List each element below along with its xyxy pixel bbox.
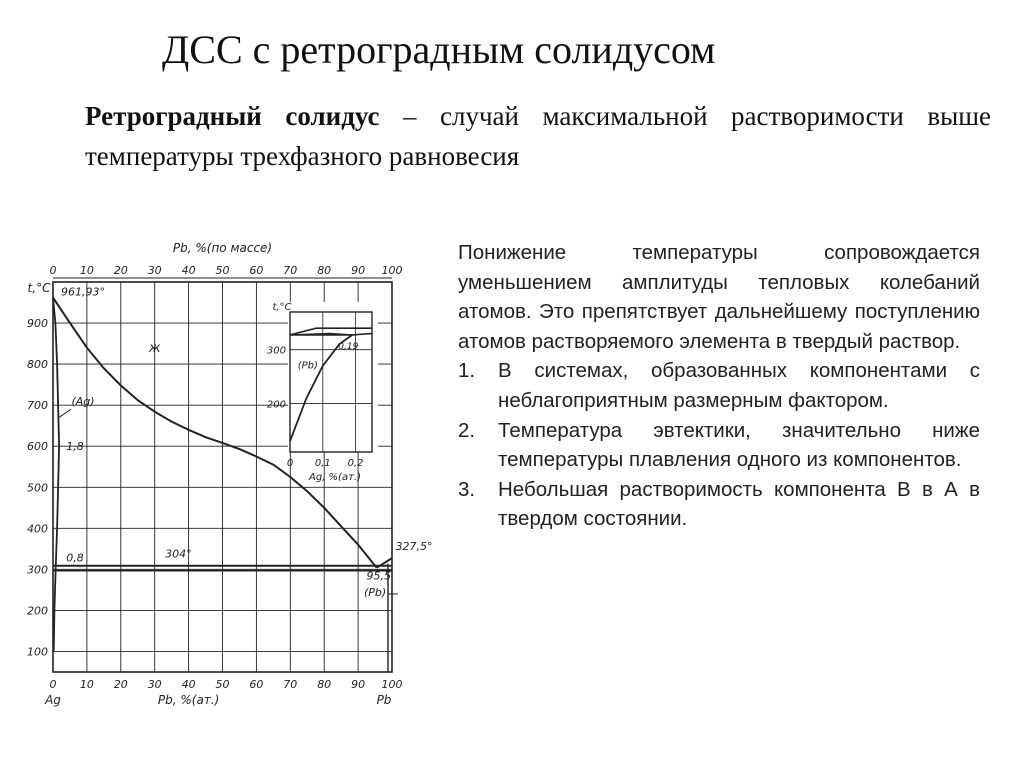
conditions-list <box>458 356 980 534</box>
ag-solidus-curve <box>53 298 59 568</box>
liquid-region-label: ж <box>148 340 161 356</box>
explanation-block <box>458 238 980 534</box>
top-tick-label: 90 <box>351 264 366 277</box>
ag-phase-arrow <box>59 409 71 417</box>
top-tick-label: 20 <box>113 264 128 277</box>
top-tick-label: 60 <box>249 264 264 277</box>
intro-term: Ретроградный солидус <box>85 101 380 131</box>
y-tick-label: 800 <box>27 358 48 372</box>
inset-x-tick-label: 0,2 <box>347 458 364 469</box>
y-tick-label: 200 <box>27 604 48 618</box>
inset-x-axis-title: Ag, %(ат.) <box>309 472 361 483</box>
list-number: 1. <box>458 359 476 383</box>
ag-solvus-curve <box>54 568 56 652</box>
y-tick-label: 100 <box>27 645 48 659</box>
y-tick-label: 900 <box>27 317 48 331</box>
inset-x-tick-label: 0 <box>286 458 294 469</box>
list-text: В системах, образованных компонентами с неблагоприятным размерным фактором. <box>498 359 980 412</box>
top-tick-label: 50 <box>215 264 230 277</box>
x-tick-label: 0 <box>49 678 57 691</box>
x-tick-label: 40 <box>181 678 196 691</box>
x-tick-label: 90 <box>351 678 366 691</box>
x-tick-label: 60 <box>249 678 264 691</box>
ag-melting-label: 961,93° <box>61 285 105 299</box>
bottom-axis-title: Pb, %(ат.) <box>157 693 220 707</box>
top-tick-label: 40 <box>181 264 196 277</box>
top-axis-title: Pb, %(по массе) <box>172 241 273 255</box>
eutectic-composition-label: 95,5 <box>366 569 391 583</box>
inset-chart <box>267 302 378 483</box>
explanation-paragraph: Понижение температуры сопровождается уменьшением амплитуды тепловых колебаний атомов. Это препятствует дальнейшему поступлению атомов растворяемого элемента в твердый раствор. <box>458 241 980 353</box>
top-tick-label: 30 <box>147 264 162 277</box>
list-item <box>458 356 980 415</box>
x-tick-label: 20 <box>113 678 128 691</box>
inset-point-label: 0,19 <box>338 341 359 352</box>
top-tick-label: 10 <box>79 264 94 277</box>
x-tick-label: 70 <box>283 678 298 691</box>
x-tick-label: 10 <box>79 678 94 691</box>
page-title: ДСС с ретроградным солидусом <box>162 27 716 72</box>
list-item <box>458 475 980 534</box>
right-component-label: Pb <box>376 693 392 707</box>
inset-background <box>288 302 378 452</box>
solubility-max-label: 1,8 <box>66 440 84 454</box>
list-number: 3. <box>458 477 476 501</box>
pb-melting-label: 327,5° <box>395 540 433 554</box>
x-tick-label: 30 <box>147 678 162 691</box>
y-tick-label: 600 <box>27 440 48 454</box>
y-axis-title: t,°C <box>27 281 51 295</box>
pb-phase-label: (Pb) <box>363 586 387 600</box>
top-tick-label: 70 <box>283 264 298 277</box>
top-tick-label: 100 <box>381 264 403 277</box>
list-item <box>458 416 980 475</box>
inset-phase-label: (Pb) <box>297 360 318 372</box>
top-tick-label: 0 <box>49 264 57 277</box>
x-tick-label: 100 <box>381 678 403 691</box>
top-tick-label: 80 <box>317 264 332 277</box>
y-tick-label: 300 <box>27 563 48 577</box>
y-tick-label: 700 <box>27 399 48 413</box>
list-number: 2. <box>458 418 476 442</box>
x-tick-label: 80 <box>317 678 332 691</box>
ag-phase-label: (Ag) <box>71 395 95 409</box>
inset-y-axis-title: t,°C <box>272 302 292 313</box>
list-text: Температура эвтектики, значительно ниже температуры плавления одного из компонентов. <box>498 418 980 472</box>
solubility-eutectic-label: 0,8 <box>66 551 84 565</box>
intro-definition: – случай максимальной растворимости выше температуры трехфазного равновесия <box>85 101 991 171</box>
eutectic-temp-label: 304° <box>165 547 192 561</box>
left-component-label: Ag <box>45 693 61 707</box>
inset-y-tick-label: 300 <box>266 345 286 357</box>
y-tick-label: 500 <box>27 481 48 495</box>
x-tick-label: 50 <box>215 678 230 691</box>
list-text: Небольшая растворимость компонента В в А в твердом состоянии. <box>498 477 980 531</box>
inset-y-tick-label: 200 <box>266 399 286 411</box>
inset-x-tick-label: 0,1 <box>314 458 331 469</box>
y-tick-label: 400 <box>27 522 48 536</box>
